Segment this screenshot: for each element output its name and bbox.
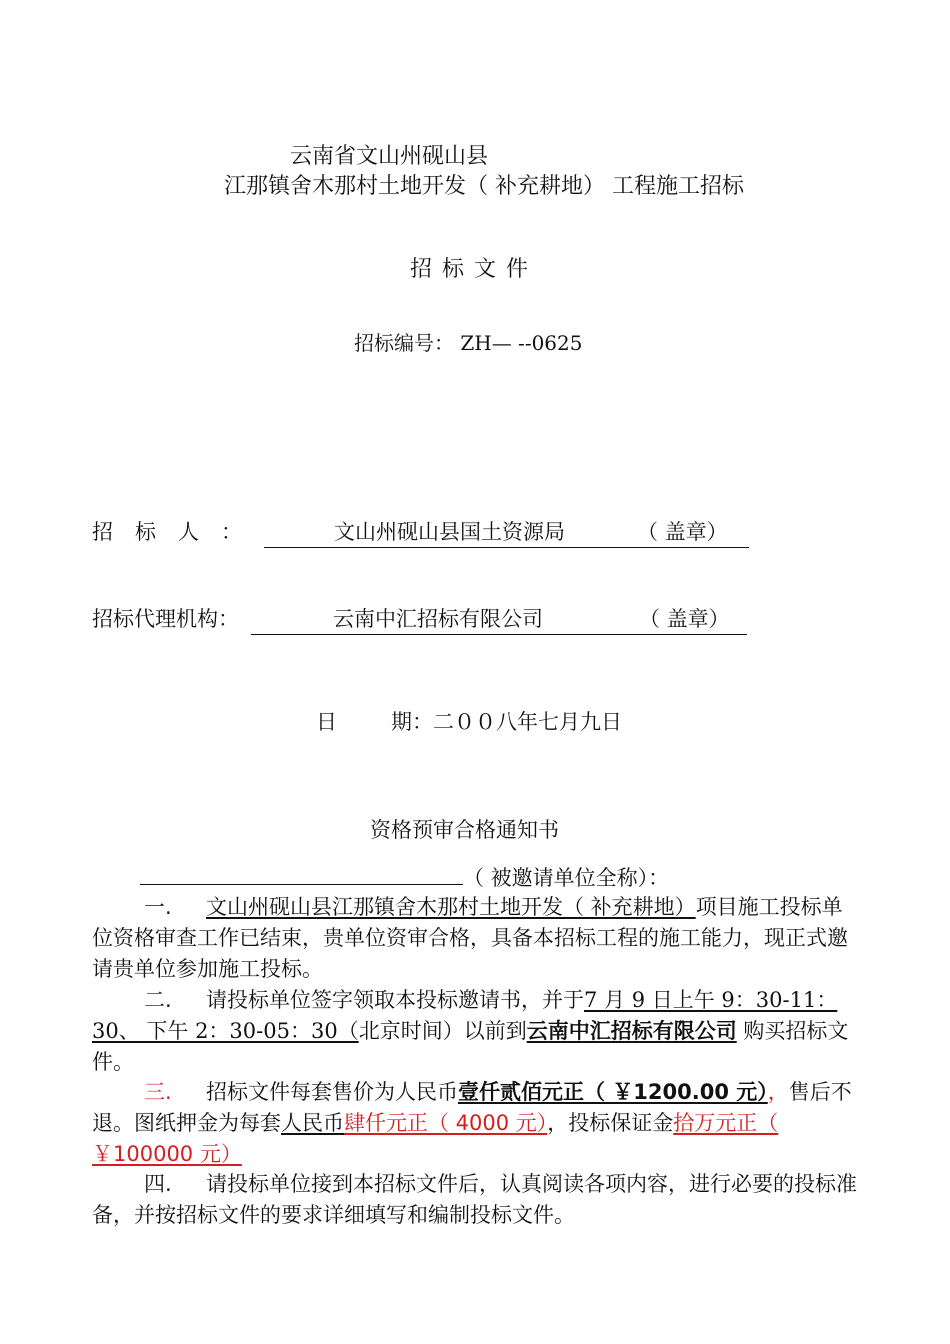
tenderer-label-char: 标 <box>135 520 156 544</box>
agent-line <box>251 603 747 635</box>
tender-code-value: ZH— --0625 <box>460 331 583 355</box>
tenderer-label <box>92 516 242 546</box>
paragraph-2-text-c: 购买招标文件。 <box>92 1019 849 1074</box>
tenderer-label-char: ： <box>221 520 242 544</box>
tender-code-label: 招标编号： <box>354 331 454 355</box>
paragraph-1 <box>92 892 862 985</box>
paragraph-4-number: 四. <box>144 1172 172 1196</box>
paragraph-3-text-c: ，投标保证金 <box>547 1111 674 1135</box>
paragraph-4-text: 请投标单位接到本招标文件后，认真阅读各项内容，进行必要的投标准备，并按招标文件的要求详细填写和编制投标文件。 <box>92 1172 857 1227</box>
invitee-row <box>140 862 669 892</box>
document-type-title: 招标文件 <box>410 257 539 282</box>
tenderer-line <box>264 516 749 548</box>
drawing-deposit: 肆仟元正（ 4000 元） <box>344 1111 548 1135</box>
document-price: 壹仟贰佰元正（ ￥1200.00 元） <box>458 1080 768 1104</box>
paragraph-3-text-a: 招标文件每套售价为人民币 <box>206 1080 458 1104</box>
header-line-2: 江那镇舍木那村土地开发（ 补充耕地） 工程施工招标 <box>224 174 744 199</box>
paragraph-1-number: 一. <box>144 895 172 919</box>
agent-row <box>92 603 747 635</box>
agency-name: 云南中汇招标有限公司 <box>526 1019 737 1043</box>
agent-stamp: （ 盖章） <box>639 607 730 631</box>
notice-title: 资格预审合格通知书 <box>370 818 559 842</box>
price-comma: ， <box>767 1080 789 1104</box>
tenderer-stamp: （ 盖章） <box>637 520 728 544</box>
paragraph-2 <box>92 985 862 1078</box>
paragraph-2-text-b: 北京时间）以前到 <box>358 1019 527 1043</box>
invitee-blank[interactable] <box>140 862 463 885</box>
paragraph-3-number: 三. <box>144 1080 172 1104</box>
header-line-1: 云南省文山州砚山县 <box>290 144 489 169</box>
tenderer-label-char: 招 <box>92 520 113 544</box>
date-label-b: 期： <box>391 710 433 734</box>
date-value: 二００八年七月九日 <box>433 710 622 734</box>
issue-date <box>316 706 622 736</box>
paragraph-3-text-b: 售后不退。图纸押金为每套 <box>92 1080 852 1135</box>
agent-label: 招标代理机构： <box>92 607 239 631</box>
paragraph-2-number: 二. <box>144 988 172 1012</box>
agent-name: 云南中汇招标有限公司 <box>333 607 543 631</box>
tenderer-label-char: 人 <box>178 520 199 544</box>
bid-bond: 拾万元正（ ￥100000 元） <box>92 1111 779 1166</box>
invitee-hint: （ 被邀请单位全称）： <box>463 866 670 890</box>
deposit-prefix: 人民币 <box>281 1111 344 1135</box>
tenderer-name: 文山州砚山县国土资源局 <box>334 520 565 544</box>
paragraph-2-text-a: 请投标单位签字领取本投标邀请书，并于 <box>206 988 584 1012</box>
tender-code <box>354 327 582 356</box>
paragraph-1-text: 项目施工投标单位资格审查工作已结束，贵单位资审合格，具备本招标工程的施工能力，现正式邀请贵单位参加施工投标。 <box>92 895 848 981</box>
purchase-time: 7 月 9 日上午 9：30-11：30、 下午 2：30-05：30（ <box>92 988 838 1043</box>
tenderer-row <box>92 516 749 548</box>
project-name: 文山州砚山县江那镇舍木那村土地开发（ 补充耕地） <box>206 895 696 919</box>
date-label-a: 日 <box>316 710 337 734</box>
paragraph-3 <box>92 1077 862 1170</box>
paragraph-4 <box>92 1169 862 1231</box>
